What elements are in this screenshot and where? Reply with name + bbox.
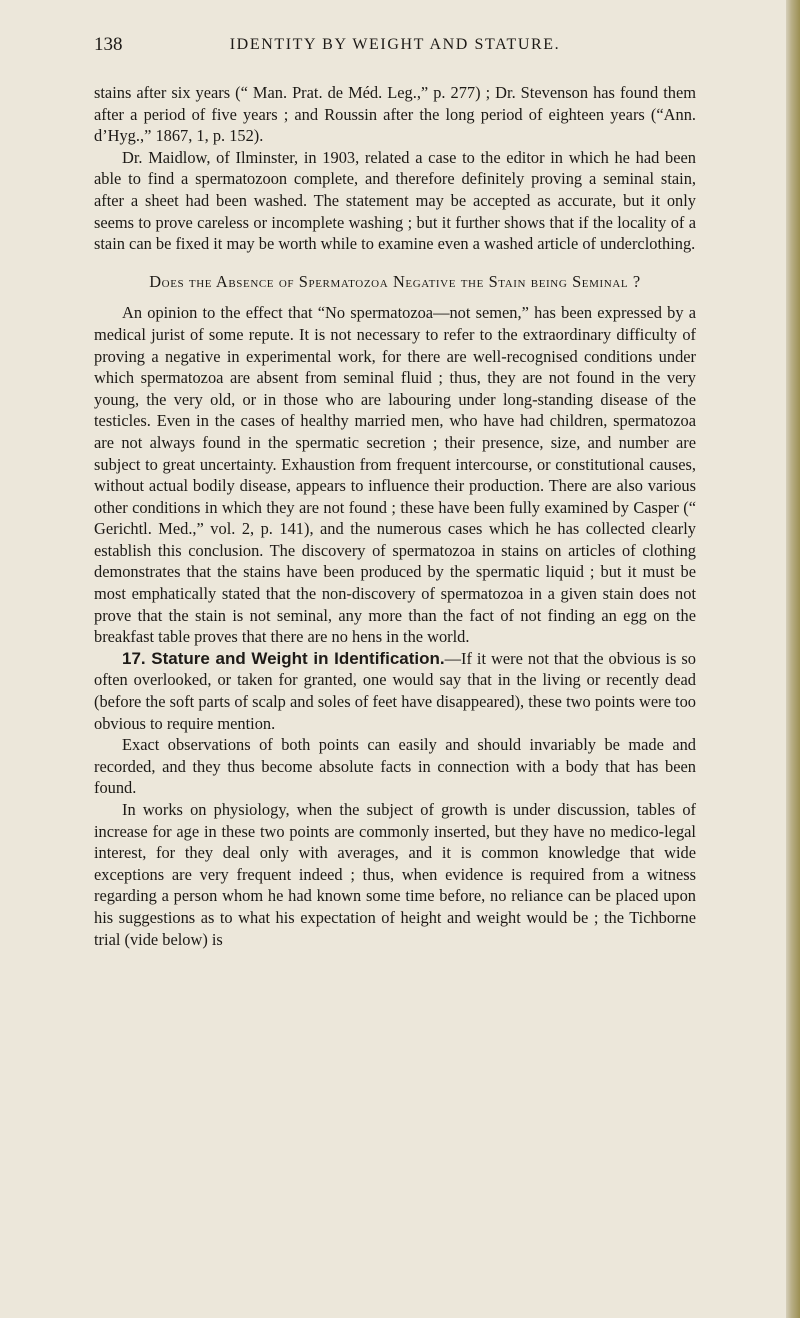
section-17-text: —If it were not that the obvious is so often overlooked, or taken for granted, one would say that in the living or recently dead (before the soft parts of scalp and soles of feet have disappeared), these two points were too obvious to require mention. — [94, 648, 696, 733]
body-text — [94, 82, 696, 950]
paragraph-spermatozoa: An opinion to the effect that “No spermatozoa—not semen,” has been expressed by a medical jurist of some repute. It is not necessary to refer to the extraordinary difficulty of proving a negative in experimental work, for there are well-recognised conditions under which spermatozoa are absent from seminal fluid ; thus, they are not found in the very young, the very old, or in those who are labouring under long-standing disease of the testicles. Even in the cases of healthy married men, who have had children, spermatozoa are not always found in the spermatic secretion ; their presence, size, and number are subject to great uncertainty. Exhaustion from frequent intercourse, or constitutional causes, without actual bodily disease, appears to influence their production. There are also various other conditions in which they are not found ; these have been fully examined by Casper (“ Gerichtl. Med.,” vol. 2, p. 141), and the numerous cases which he has collected clearly establish this conclusion. The discovery of spermatozoa in stains on articles of clothing demonstrates that the stains have been produced by the spermatic liquid ; but it must be most emphatically stated that the non-discovery of spermatozoa in a given stain does not prove that the stain is not seminal, any more than the fact of not finding an egg on the breakfast table proves that there are no hens in the world. — [94, 303, 696, 647]
section-heading-text: Does the Absence of Spermatozoa Negative the Stain being Seminal ? — [149, 271, 641, 291]
page-number: 138 — [94, 34, 123, 55]
paragraph-observations: Exact observations of both points can easily and should invariably be made and recorded, and they thus become absolute facts in connection with a body that has been found. — [94, 735, 696, 798]
page-header — [0, 34, 790, 60]
section-heading — [94, 271, 696, 293]
paragraph-physiology: In works on physiology, when the subject of growth is under discussion, tables of increase for age in these two points are commonly inserted, but they have no medico-legal interest, for they deal only with averages, and it is common knowledge that wide exceptions are very frequent indeed ; thus, when evidence is required from a witness regarding a person whom he had known some time before, no reliance can be placed upon his suggestions as to what his expectation of height and weight would be ; the Tichborne trial (vide below) is — [94, 800, 696, 949]
running-head: IDENTITY BY WEIGHT AND STATURE. — [229, 36, 561, 53]
section-17-title: 17. Stature and Weight in Identification. — [122, 648, 445, 668]
paragraph-stature — [94, 648, 696, 734]
paragraph-maidlow: Dr. Maidlow, of Ilminster, in 1903, related a case to the editor in which he had been able to find a spermatozoon complete, and therefore definitely proving a seminal stain, after a sheet had been washed. The statement may be accepted as accurate, but it only seems to prove careless or incomplete washing ; but it further shows that if the locality of a stain can be fixed it may be worth while to examine even a washed article of underclothing. — [94, 147, 696, 254]
page-edge — [786, 0, 800, 1318]
paragraph-continuation: stains after six years (“ Man. Prat. de Méd. Leg.,” p. 277) ; Dr. Stevenson has found them after a period of five years ; and Roussin after the long period of eighteen years (“Ann. d’Hyg.,” 1867, 1, p. 152). — [94, 83, 696, 146]
